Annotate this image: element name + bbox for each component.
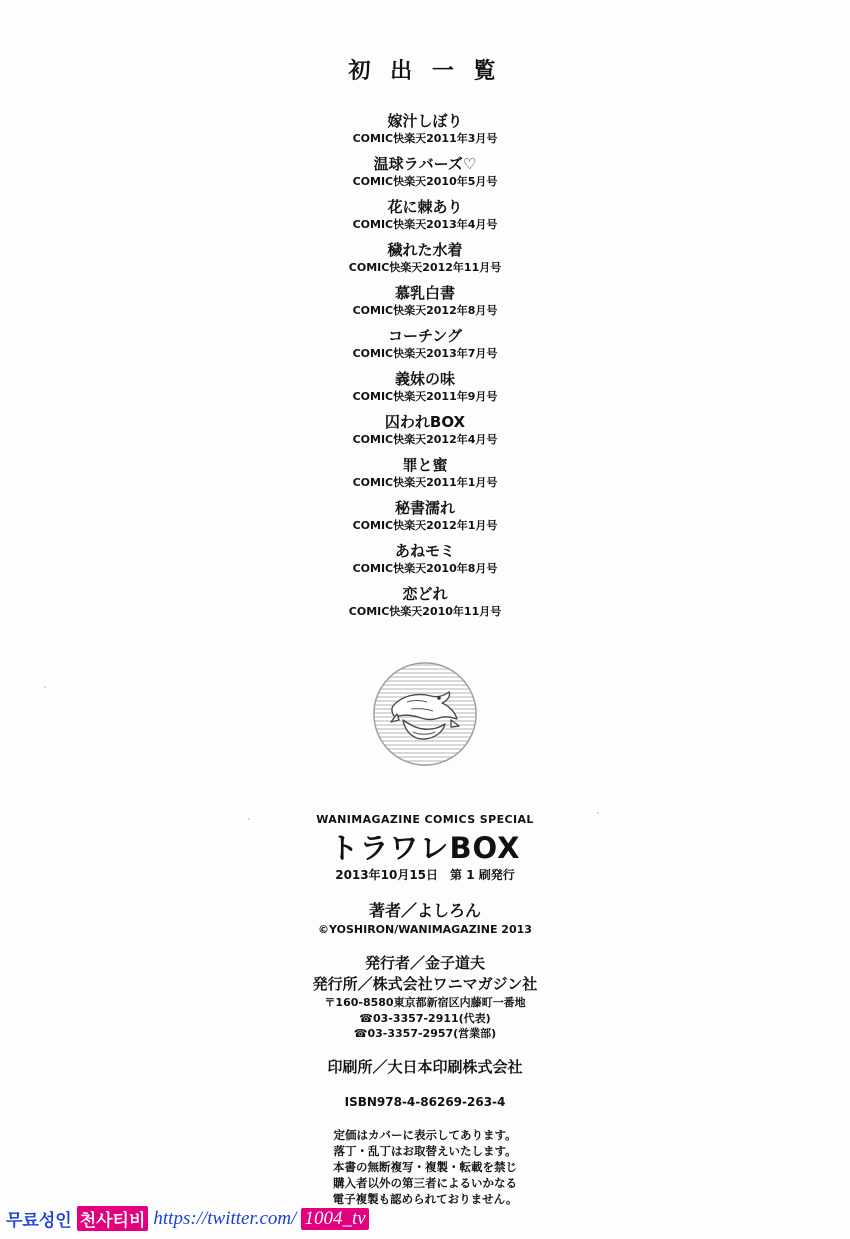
legal-notice-line: 落丁・乱丁はお取替えいたします。: [333, 1144, 517, 1158]
list-item: [0, 327, 850, 361]
printer-line: 印刷所／大日本印刷株式会社: [327, 1058, 523, 1076]
list-item: [0, 413, 850, 447]
publisher-person: 発行者／金子道夫: [364, 954, 485, 972]
publisher-tel-main: ☎03-3357-2911(代表): [359, 1012, 491, 1025]
publisher-logo: [0, 662, 850, 766]
series-name: WANIMAGAZINE COMICS SPECIAL: [316, 813, 534, 826]
credit-source: COMIC快楽天2012年4月号: [352, 433, 498, 446]
credit-source: COMIC快楽天2010年11月号: [348, 605, 502, 618]
credit-source: COMIC快楽天2013年7月号: [352, 347, 498, 360]
credit-source: COMIC快楽天2011年1月号: [352, 476, 498, 489]
credit-title: 義妹の味: [394, 370, 455, 388]
list-item: [0, 155, 850, 189]
credit-title: 囚われBOX: [384, 413, 466, 431]
first-appearance-list: [0, 112, 850, 628]
legal-notice-line: 電子複製も認められておりません。: [332, 1192, 518, 1206]
credit-source: COMIC快楽天2011年9月号: [352, 390, 498, 403]
watermark-text-a: 무료성인: [6, 1211, 72, 1231]
copyright-line: ©YOSHIRON/WANIMAGAZINE 2013: [318, 923, 532, 936]
list-item: [0, 198, 850, 232]
credit-title: あねモミ: [394, 542, 455, 560]
legal-notice-line: 購入者以外の第三者によるいかなる: [333, 1176, 517, 1190]
credit-title: 嫁汁しぼり: [387, 112, 463, 130]
list-item: [0, 284, 850, 318]
credit-title: 穢れた水着: [387, 241, 463, 259]
credit-source: COMIC快楽天2011年3月号: [352, 132, 498, 145]
list-item: [0, 370, 850, 404]
watermark-url: https://twitter.com/: [153, 1207, 297, 1229]
credit-source: COMIC快楽天2012年11月号: [348, 261, 502, 274]
list-item: [0, 499, 850, 533]
imprint-block: [0, 812, 850, 1207]
credit-source: COMIC快楽天2012年8月号: [352, 304, 498, 317]
credit-source: COMIC快楽天2010年5月号: [352, 175, 498, 188]
publication-date: 2013年10月15日 第 1 刷発行: [335, 868, 515, 882]
credit-title: 秘書濡れ: [394, 499, 455, 517]
credit-title: 恋どれ: [402, 585, 448, 603]
legal-notice: [0, 1127, 850, 1207]
credit-title: 慕乳白書: [394, 284, 455, 302]
isbn-line: ISBN978-4-86269-263-4: [344, 1095, 506, 1109]
credit-title: コーチング: [388, 327, 462, 345]
watermark-banner: [0, 1206, 470, 1231]
list-item: [0, 585, 850, 619]
watermark-text-b: 천사티비: [77, 1206, 149, 1231]
page-title: 初 出 一 覧: [348, 59, 502, 84]
author-line: 著者／よしろん: [368, 901, 481, 920]
credit-title: 温球ラバーズ♡: [373, 155, 477, 173]
credit-source: COMIC快楽天2013年4月号: [352, 218, 498, 231]
crocodile-seal-icon: [373, 662, 477, 766]
list-item: [0, 241, 850, 275]
legal-notice-line: 本書の無断複写・複製・転載を禁じ: [333, 1160, 517, 1174]
credit-source: COMIC快楽天2010年8月号: [352, 562, 498, 575]
publisher-company: 発行所／株式会社ワニマガジン社: [312, 975, 538, 993]
publisher-address: 〒160-8580東京都新宿区内藤町一番地: [324, 996, 526, 1009]
book-title: トラワレBOX: [329, 831, 521, 865]
credit-title: 花に棘あり: [387, 198, 463, 216]
publisher-tel-sales: ☎03-3357-2957(営業部): [353, 1027, 497, 1040]
credit-title: 罪と蜜: [402, 456, 448, 474]
credit-source: COMIC快楽天2012年1月号: [352, 519, 498, 532]
list-item: [0, 112, 850, 146]
list-item: [0, 456, 850, 490]
list-item: [0, 542, 850, 576]
watermark-handle: 1004_tv: [301, 1208, 368, 1230]
legal-notice-line: 定価はカバーに表示してあります。: [333, 1128, 517, 1142]
